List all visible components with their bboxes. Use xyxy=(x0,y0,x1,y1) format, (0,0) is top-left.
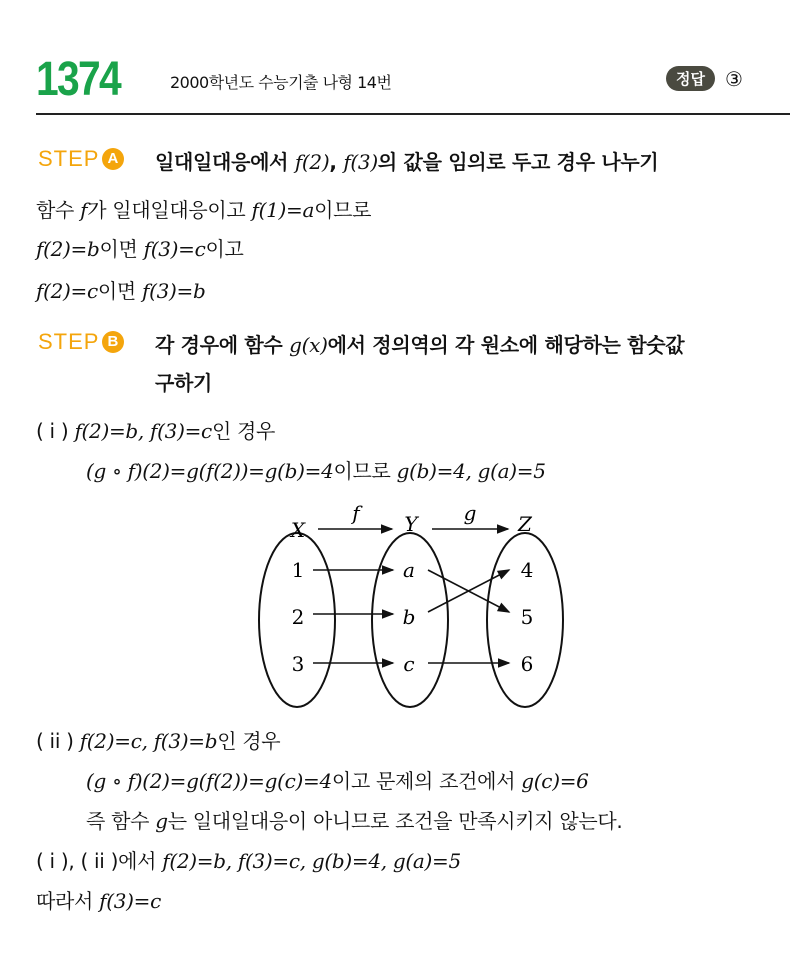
text-segment: 가 일대일대응이고 xyxy=(87,198,252,222)
math-expression: f(1)=a xyxy=(251,198,315,222)
text-segment: ( i ), ( ii )에서 xyxy=(36,849,163,873)
math-expression: f(3)=b xyxy=(142,279,206,303)
step-letter: A xyxy=(102,148,124,170)
text-segment: 는 일대일대응이 아니므로 조건을 만족시키지 않는다. xyxy=(167,809,623,833)
math-expression: f(2)=b, f(3)=c, g(b)=4, g(a)=5 xyxy=(162,849,461,873)
text-segment: ( ii ) xyxy=(36,729,80,753)
math-expression: (g ∘ f)(2)=g(f(2))=g(b)=4 xyxy=(86,459,334,483)
set-label-x: X xyxy=(290,518,306,542)
math-expression: f(3)=c xyxy=(99,889,162,913)
math-expression: f(2)=b xyxy=(36,237,100,261)
element: 5 xyxy=(520,605,534,629)
final-answer-line xyxy=(36,885,161,914)
math-expression: g(b)=4, g(a)=5 xyxy=(396,459,546,483)
conclusion-line xyxy=(36,845,461,874)
element: 6 xyxy=(520,652,534,676)
element: 4 xyxy=(520,558,534,582)
text-segment: 에서 정의역의 각 원소에 해당하는 함숫값 xyxy=(327,333,685,357)
step-text: STEP xyxy=(38,329,100,354)
text-segment: 구하기 xyxy=(155,371,213,395)
text-segment: 각 경우에 함수 xyxy=(155,333,290,357)
map-label-g: g xyxy=(463,501,477,525)
text-segment: ( i ) xyxy=(36,419,75,443)
text-segment: , xyxy=(329,150,344,174)
text-segment: 의 값을 임의로 두고 경우 나누기 xyxy=(377,150,659,174)
math-expression: f(2)=c, f(3)=b xyxy=(79,729,218,753)
math-expression: f(2)=b, f(3)=c xyxy=(74,419,212,443)
text-segment: 이면 xyxy=(99,237,144,261)
set-label-y: Y xyxy=(404,512,418,536)
set-label-z: Z xyxy=(518,512,532,536)
math-expression: f(3)=c xyxy=(143,237,206,261)
step-letter: B xyxy=(102,331,124,353)
text-segment: 이고 문제의 조건에서 xyxy=(331,769,522,793)
math-expression: f(3) xyxy=(343,150,378,174)
text-segment: 일대일대응에서 xyxy=(155,150,295,174)
text-segment: 이므로 xyxy=(314,198,372,222)
text-segment: 따라서 xyxy=(36,889,100,913)
answer-value: ③ xyxy=(724,66,743,91)
text-segment: 함수 xyxy=(36,198,81,222)
text-segment: 인 경우 xyxy=(211,419,276,443)
element: a xyxy=(403,558,415,582)
element: 2 xyxy=(291,605,305,629)
case-2-text xyxy=(86,765,589,794)
element: c xyxy=(403,652,415,676)
math-expression: f(2) xyxy=(294,150,330,174)
element: b xyxy=(402,605,416,629)
map-label-f: f xyxy=(352,501,360,525)
math-expression: f(2)=c xyxy=(36,279,98,303)
problem-source: 2000학년도 수능기출 나형 14번 xyxy=(170,73,392,92)
text-segment: 즉 함수 xyxy=(86,809,156,833)
case-2-heading xyxy=(36,725,280,754)
math-expression: g(c)=6 xyxy=(521,769,589,793)
math-expression: g(x) xyxy=(289,333,328,357)
math-expression: (g ∘ f)(2)=g(f(2))=g(c)=4 xyxy=(86,769,332,793)
element: 3 xyxy=(291,652,305,676)
math-expression: g xyxy=(155,809,168,833)
problem-number: 1374 xyxy=(36,53,120,106)
text-segment: 이면 xyxy=(97,279,143,303)
text-segment: 이고 xyxy=(205,237,244,261)
element: 1 xyxy=(291,558,305,582)
math-expression: f xyxy=(80,198,88,222)
text-segment: 이므로 xyxy=(333,459,397,483)
text-segment: 인 경우 xyxy=(217,729,281,753)
answer-badge: 정답 xyxy=(666,66,715,91)
step-text: STEP xyxy=(38,146,100,171)
case-2-text xyxy=(86,805,623,834)
